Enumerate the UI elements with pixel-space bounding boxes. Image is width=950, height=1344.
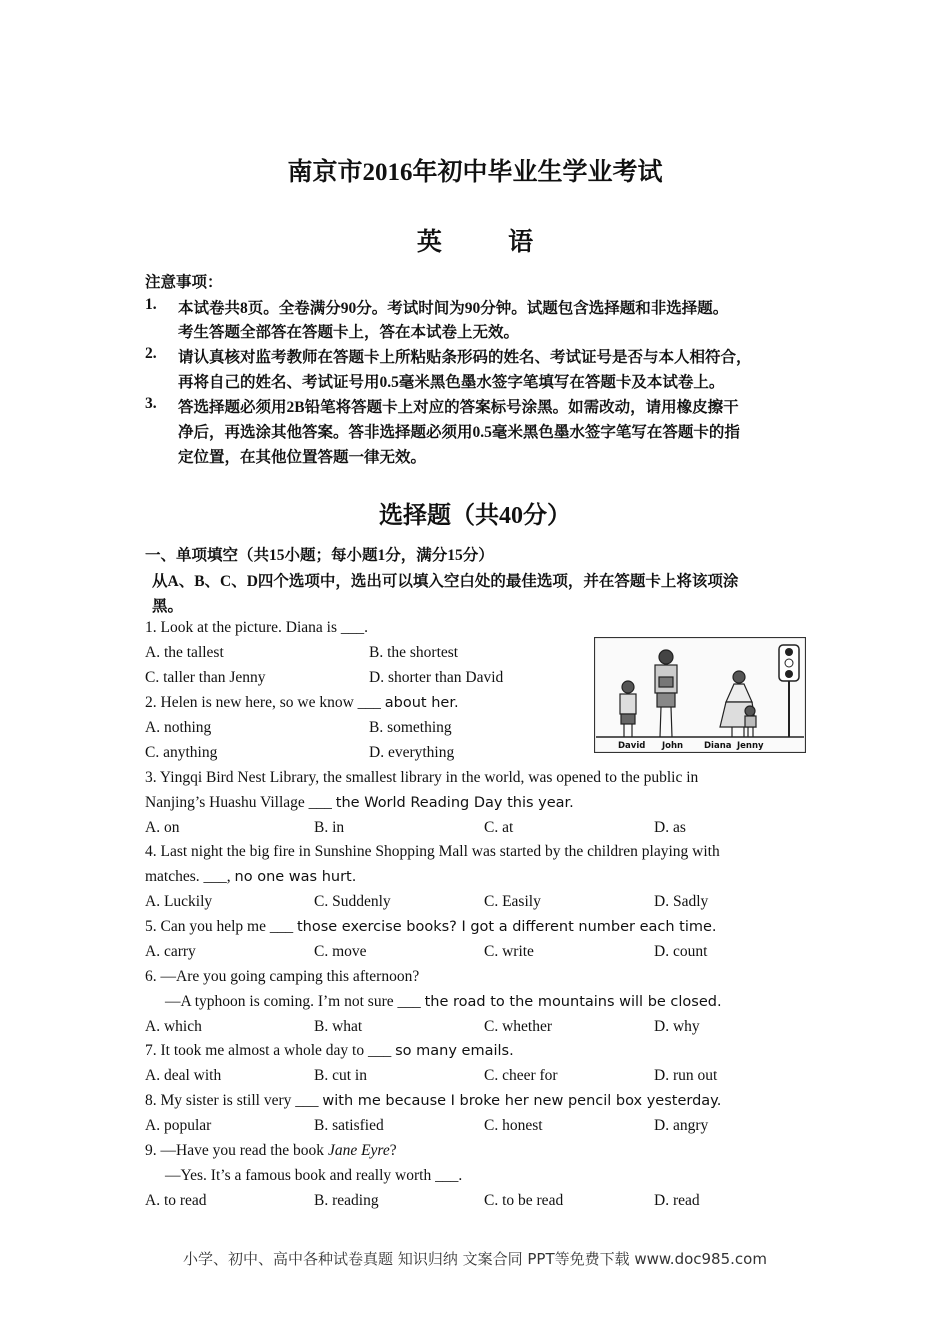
q9-option-c: C. to be read bbox=[484, 1192, 564, 1209]
q6-option-a: A. which bbox=[145, 1018, 202, 1035]
q2-option-d: D. everything bbox=[369, 744, 455, 761]
q7-option-a: A. deal with bbox=[145, 1067, 222, 1084]
q6-option-c: C. whether bbox=[484, 1018, 553, 1035]
stem-text: no one was hurt. bbox=[234, 869, 357, 885]
q5-option-d: D. count bbox=[654, 943, 708, 960]
question-6-line: 6. —Are you going camping this afternoon? bbox=[145, 968, 420, 985]
question-4-line bbox=[145, 868, 356, 886]
height-comparison-figure bbox=[594, 637, 806, 753]
q1-option-a: A. the tallest bbox=[145, 644, 224, 661]
q9-option-b: B. reading bbox=[314, 1192, 379, 1209]
question-2-stem bbox=[145, 694, 459, 712]
question-5-stem bbox=[145, 918, 717, 936]
book-title: Jane Eyre bbox=[327, 1142, 390, 1159]
q7-option-c: C. cheer for bbox=[484, 1067, 558, 1084]
stem-text: 2. Helen is new here, so we know ___ bbox=[145, 694, 385, 711]
question-6-line bbox=[165, 993, 722, 1011]
figure-label-diana: Diana bbox=[704, 741, 732, 751]
notice-item-line: 定位置，在其他位置答题一律无效。 bbox=[178, 449, 427, 466]
q8-option-c: C. honest bbox=[484, 1117, 543, 1134]
q2-option-a: A. nothing bbox=[145, 719, 212, 736]
q1-option-c: C. taller than Jenny bbox=[145, 669, 266, 686]
q5-option-c: C. write bbox=[484, 943, 534, 960]
q5-option-a: A. carry bbox=[145, 943, 196, 960]
notice-item-number: 3. bbox=[145, 395, 157, 412]
notice-item-line: 再将自己的姓名、考试证号用0.5毫米黑色墨水签字笔填写在答题卡及本试卷上。 bbox=[178, 374, 725, 391]
stem-text: with me because I broke her new pencil box yesterday. bbox=[322, 1093, 722, 1109]
q4-option-c: C. Easily bbox=[484, 893, 541, 910]
q7-option-d: D. run out bbox=[654, 1067, 718, 1084]
footer-text: 小学、初中、高中各种试卷真题 知识归纳 文案合同 PPT等免费下载 www.doc985.com bbox=[183, 1250, 767, 1268]
q3-option-a: A. on bbox=[145, 819, 180, 836]
figure-label-david: David bbox=[618, 741, 646, 751]
stem-text: —A typhoon is coming. I’m not sure ___ bbox=[165, 993, 425, 1010]
q6-option-d: D. why bbox=[654, 1018, 700, 1035]
notice-item-line: 考生答题全部答在答题卡上，答在本试卷上无效。 bbox=[178, 324, 520, 341]
instruction-line: 从A、B、C、D四个选项中，选出可以填入空白处的最佳选项，并在答题卡上将该项涂 bbox=[152, 573, 739, 590]
notice-item-line: 答选择题必须用2B铅笔将答题卡上对应的答案标号涂黑。如需改动，请用橡皮擦干 bbox=[178, 399, 739, 416]
question-3-line: 3. Yingqi Bird Nest Library, the smallest library in the world, was opened to the public in bbox=[145, 769, 699, 786]
figure-label-john: John bbox=[662, 741, 684, 751]
page-title: 南京市2016年初中毕业生学业考试 bbox=[287, 159, 663, 186]
q4-option-b: C. Suddenly bbox=[314, 893, 391, 910]
question-1-stem: 1. Look at the picture. Diana is ___. bbox=[145, 619, 368, 636]
q8-option-d: D. angry bbox=[654, 1117, 709, 1134]
q4-option-a: A. Luckily bbox=[145, 893, 213, 910]
q4-option-d: D. Sadly bbox=[654, 893, 709, 910]
question-3-line bbox=[145, 794, 574, 812]
instruction-line: 黑。 bbox=[152, 598, 184, 615]
notice-item-line: 本试卷共8页。全卷满分90分。考试时间为90分钟。试题包含选择题和非选择题。 bbox=[178, 300, 729, 317]
question-7-stem bbox=[145, 1042, 514, 1060]
q2-option-c: C. anything bbox=[145, 744, 218, 761]
notice-heading: 注意事项： bbox=[145, 274, 223, 291]
subject-title: 英 语 bbox=[416, 229, 564, 256]
stem-text: about her. bbox=[384, 695, 459, 711]
q1-option-d: D. shorter than David bbox=[369, 669, 504, 686]
stem-text: those exercise books? I got a different number each time. bbox=[296, 919, 717, 935]
notice-item-line: 净后，再选涂其他答案。答非选择题必须用0.5毫米黑色墨水签字笔写在答题卡的指 bbox=[178, 424, 740, 441]
figure-label-jenny: Jenny bbox=[737, 741, 764, 751]
q3-option-d: D. as bbox=[654, 819, 686, 836]
stem-text: 8. My sister is still very ___ bbox=[145, 1092, 323, 1109]
question-8-stem bbox=[145, 1092, 721, 1110]
q6-option-b: B. what bbox=[314, 1018, 363, 1035]
question-9-line bbox=[145, 1142, 397, 1160]
q3-option-c: C. at bbox=[484, 819, 514, 836]
q9-option-d: D. read bbox=[654, 1192, 700, 1209]
question-4-line: 4. Last night the big fire in Sunshine Shopping Mall was started by the children playing with bbox=[145, 843, 720, 860]
q7-option-b: B. cut in bbox=[314, 1067, 367, 1084]
part-title: 一、单项填空（共15小题；每小题1分，满分15分） bbox=[145, 547, 494, 564]
stem-text: the World Reading Day this year. bbox=[335, 795, 574, 811]
stem-text: Nanjing’s Huashu Village ___ bbox=[145, 794, 336, 811]
q8-option-b: B. satisfied bbox=[314, 1117, 384, 1134]
stem-text: 9. —Have you read the book bbox=[145, 1142, 328, 1159]
notice-item-number: 1. bbox=[145, 296, 157, 313]
q8-option-a: A. popular bbox=[145, 1117, 212, 1134]
stem-text: matches. ___, bbox=[145, 868, 235, 885]
stem-text: so many emails. bbox=[395, 1043, 514, 1059]
notice-item-number: 2. bbox=[145, 345, 157, 362]
q3-option-b: B. in bbox=[314, 819, 345, 836]
stem-text: 7. It took me almost a whole day to ___ bbox=[145, 1042, 396, 1059]
stem-text: 5. Can you help me ___ bbox=[145, 918, 297, 935]
question-9-line: —Yes. It’s a famous book and really worth ___. bbox=[165, 1167, 463, 1184]
q2-option-b: B. something bbox=[369, 719, 452, 736]
stem-text: the road to the mountains will be closed. bbox=[424, 994, 722, 1010]
stem-text: ? bbox=[389, 1142, 397, 1159]
notice-item-line: 请认真核对监考教师在答题卡上所粘贴条形码的姓名、考试证号是否与本人相符合， bbox=[178, 349, 752, 366]
q1-option-b: B. the shortest bbox=[369, 644, 459, 661]
q5-option-b: C. move bbox=[314, 943, 367, 960]
q9-option-a: A. to read bbox=[145, 1192, 207, 1209]
section-title: 选择题（共40分） bbox=[379, 503, 571, 529]
